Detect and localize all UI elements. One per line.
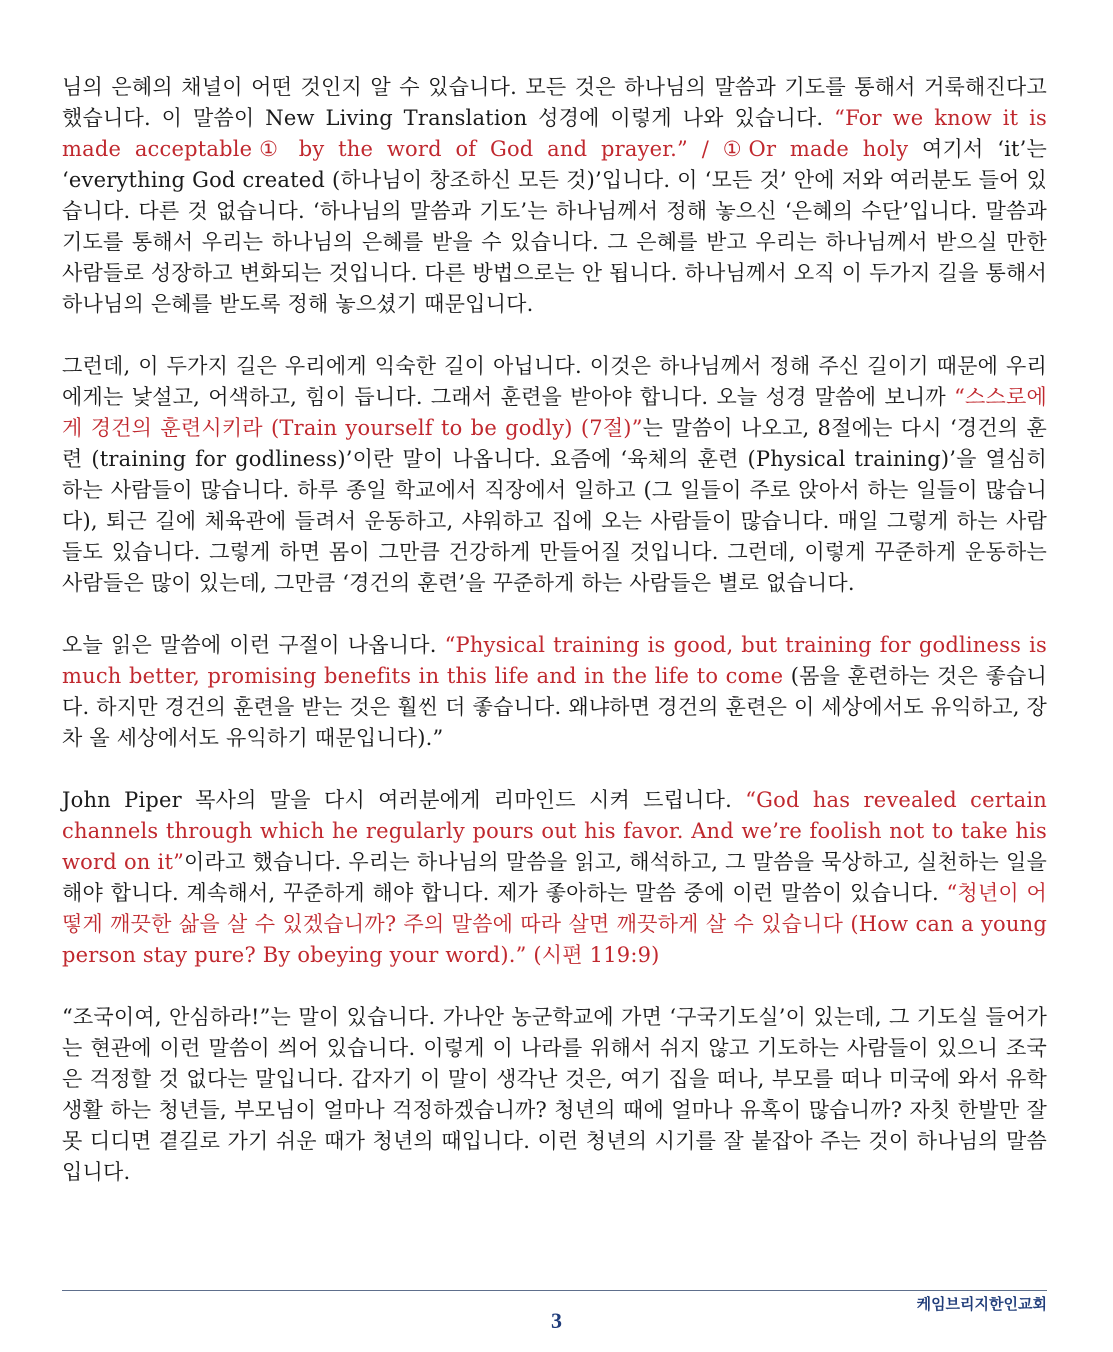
text-run: 오늘 읽은 말씀에 이런 구절이 나옵니다. bbox=[62, 633, 445, 657]
text-run: 님의 은혜의 채널이 어떤 것인지 알 수 있습니다. 모든 것은 하나님의 말씀과 기도를 통해서 거룩해진다고 했습니다. 이 말씀이 New Living Translation 성경에 이렇게 나와 있습니다. bbox=[62, 75, 1047, 130]
paragraph-1 bbox=[62, 72, 1047, 320]
document-body bbox=[62, 72, 1047, 1219]
text-run: 는 말씀이 나오고, 8절에는 다시 ‘경건의 훈련 (training for godliness)’이란 말이 나옵니다. 요즘에 ‘육체의 훈련 (Physical training)’을 열심히 하는 사람들이 많습니다. 하루 종일 학교에서 직장에서 일하고 (그 일들이 주로 앉아서 하는 일들이 많습니다), 퇴근 길에 체육관에 들려서 운동하고, 샤워하고 집에 오는 사람들이 많습니다. 매일 그렇게 하는 사람들도 있습니다. 그렇게 하면 몸이 그만큼 건강하게 만들어질 것입니다. 그런데, 이렇게 꾸준하게 운동하는 사람들은 많이 있는데, 그만큼 ‘경건의 훈련’을 꾸준하게 하는 사람들은 별로 없습니다. bbox=[62, 416, 1047, 595]
paragraph-2 bbox=[62, 351, 1047, 599]
text-run: “조국이여, 안심하라!”는 말이 있습니다. 가나안 농군학교에 가면 ‘구국기도실’이 있는데, 그 기도실 들어가는 현관에 이런 말씀이 씌어 있습니다. 이렇게 이 나라를 위해서 쉬지 않고 기도하는 사람들이 있으니 조국은 걱정할 것 없다는 말입니다. 갑자기 이 말이 생각난 것은, 여기 집을 떠나, 부모를 떠나 미국에 와서 유학생활 하는 청년들, 부모님이 얼마나 걱정하겠습니까? 청년의 때에 얼마나 유혹이 많습니까? 자칫 한발만 잘못 디디면 곁길로 가기 쉬운 때가 청년의 때입니다. 이런 청년의 시기를 잘 붙잡아 주는 것이 하나님의 말씀입니다. bbox=[62, 1005, 1047, 1184]
page-number: 3 bbox=[551, 1308, 562, 1333]
scripture-quote: “Physical training is good, but training for godliness is much better, promising benefits in this life and in the life to come bbox=[62, 633, 1047, 688]
piper-quote: “God has revealed certain channels through which he regularly pours out his favor. And we’re foolish not to take his word on it” bbox=[62, 788, 1047, 874]
paragraph-3 bbox=[62, 630, 1047, 754]
text-run: 여기서 ‘it’는 ‘everything God created (하나님이 창조하신 모든 것)’입니다. 이 ‘모든 것’ 안에 저와 여러분도 들어 있습니다. 다른 것 없습니다. ‘하나님의 말씀과 기도’는 하나님께서 정해 놓으신 ‘은혜의 수단’입니다. 말씀과 기도를 통해서 우리는 하나님의 은혜를 받을 수 있습니다. 그 은혜를 받고 우리는 하나님께서 받으실 만한 사람들로 성장하고 변화되는 것입니다. 다른 방법으로는 안 됩니다. 하나님께서 오직 이 두가지 길을 통해서 하나님의 은혜를 받도록 정해 놓으셨기 때문입니다. bbox=[62, 137, 1047, 316]
scripture-quote: “스스로에게 경건의 훈련시키라 (Train yourself to be godly) (7절)” bbox=[62, 385, 1047, 440]
text-run: (몸을 훈련하는 것은 좋습니다. 하지만 경건의 훈련을 받는 것은 훨씬 더 좋습니다. 왜냐하면 경건의 훈련은 이 세상에서도 유익하고, 장차 올 세상에서도 유익하기 때문입니다).” bbox=[62, 664, 1047, 750]
scripture-quote: “For we know it is made acceptable① by the word of God and prayer.” / ①Or made holy bbox=[62, 106, 1048, 161]
paragraph-5 bbox=[62, 1002, 1047, 1188]
text-run: 이라고 했습니다. 우리는 하나님의 말씀을 읽고, 해석하고, 그 말씀을 묵상하고, 실천하는 일을 해야 합니다. 계속해서, 꾸준하게 해야 합니다. 제가 좋아하는 말씀 중에 이런 말씀이 있습니다. bbox=[62, 850, 1047, 905]
footer-divider bbox=[62, 1290, 1047, 1291]
paragraph-4 bbox=[62, 785, 1047, 971]
text-run: John Piper 목사의 말을 다시 여러분에게 리마인드 시켜 드립니다. bbox=[62, 788, 746, 812]
church-name: 케임브리지한인교회 bbox=[916, 1295, 1047, 1313]
text-run: 그런데, 이 두가지 길은 우리에게 익숙한 길이 아닙니다. 이것은 하나님께서 정해 주신 길이기 때문에 우리에게는 낯설고, 어색하고, 힘이 듭니다. 그래서 훈련을 받아야 합니다. 오늘 성경 말씀에 보니까 bbox=[62, 354, 1047, 409]
scripture-quote: “청년이 어떻게 깨끗한 삶을 살 수 있겠습니까? 주의 말씀에 따라 살면 깨끗하게 살 수 있습니다 (How can a young person stay pure? By obeying your word).” (시편 119:9) bbox=[62, 881, 1047, 967]
